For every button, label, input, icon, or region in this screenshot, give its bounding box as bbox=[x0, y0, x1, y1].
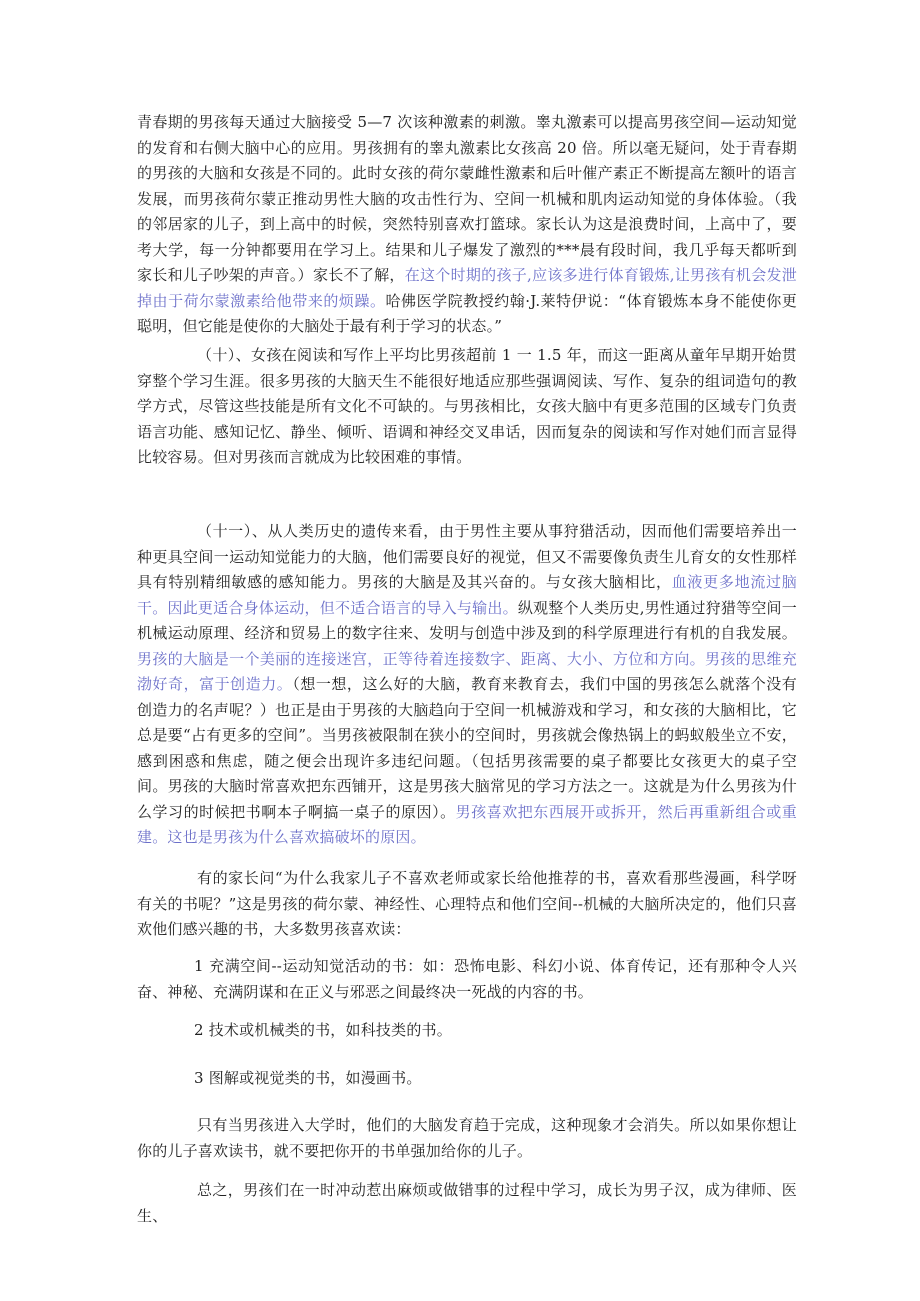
paragraph-university bbox=[137, 1113, 797, 1164]
paragraph-text: 总之，男孩们在一时冲动惹出麻烦或做错事的过程中学习，成长为男子汉，成为律师、医生、 bbox=[137, 1181, 797, 1225]
paragraph-text: （想一想，这么好的大脑，教育来教育去，我们中国的男孩怎么就落个没有创造力的名声呢？）也正是由于男孩的大脑趋向于空间一机械游戏和学习，和女孩的大脑相比，它总是要“占有更多的空间”。当男孩被限制在狭小的空间时，男孩就会像热锅上的蚂蚁般坐立不安，感到困惑和焦虑，随之便会出现许多违纪问题。（包括男孩需要的桌子都要比女孩更大的桌子空间。男孩的大脑时常喜欢把东西铺开，这是男孩大脑常见的学习方法之一。这就是为什么男孩为什么学习的时候把书啊本子啊搞一桌子的原因）。 bbox=[137, 675, 797, 821]
paragraph-conclusion bbox=[137, 1178, 797, 1229]
paragraph-text: （十一）、从人类历史的遗传来看，由于男性主要从事狩猎活动，因而他们需要培养出一种更具空间一运动知觉能力的大脑，他们需要良好的视觉，但又不需要像负责生儿育女的女性那样具有特别精细敏感的感知能力。男孩的大脑是及其兴奋的。与女孩大脑相比， bbox=[137, 522, 797, 591]
list-item-text: 1 充满空间--运动知觉活动的书：如：恐怖电影、科幻小说、体育传记，还有那种令人兴奋、神秘、充满阴谋和在正义与邪恶之间最终决一死战的内容的书。 bbox=[137, 957, 797, 1001]
highlighted-text: 这也是男孩为什么喜欢搞破坏的原因。 bbox=[167, 828, 426, 846]
paragraph-section-11 bbox=[137, 519, 797, 851]
list-item-visual-books bbox=[137, 1066, 797, 1092]
paragraph-text: （十）、女孩在阅读和写作上平均比男孩超前 1 一 1.5 年，而这一距离从童年早期开始贯穿整个学习生涯。很多男孩的大脑天生不能很好地适应那些强调阅读、写作、复杂的组词造句的教学方式，尽管这些技能是所有文化不可缺的。与男孩相比，女孩大脑中有更多范围的区域专门负责语言功能、感知记忆、静坐、倾听、语调和神经交叉串话，因而复杂的阅读和写作对她们而言显得比较容易。但对男孩而言就成为比较困难的事情。 bbox=[137, 346, 797, 466]
list-item-technical-books bbox=[137, 1018, 797, 1044]
paragraph-text: 哈佛医学院教授约翰·J.莱特伊说：“体育锻炼本身不能使你更聪明，但它能是使你的大脑处于最有利于学习的状态。” bbox=[137, 291, 797, 335]
paragraph-parents-question bbox=[137, 866, 797, 943]
paragraph-section-10 bbox=[137, 343, 797, 471]
highlighted-text: 男孩的大脑是一个美丽的连接迷宫，正等待着连接数字、距离、大小、方位和方向。男孩的思维充渤好奇，富于创造力。 bbox=[137, 649, 797, 693]
highlighted-text: 男孩喜欢把东西展开或拆开，然后再重新组合或重建。 bbox=[137, 802, 798, 846]
highlighted-text: 在这个时期的孩子,应该多进行体育锻炼,让男孩有机会发泄掉由于荷尔蒙激素给他带来的烦躁。 bbox=[137, 266, 797, 310]
list-item-text: 3 图解或视觉类的书，如漫画书。 bbox=[194, 1069, 422, 1087]
paragraph-text: 纵观整个人类历史,男性通过狩猎等空间一机械运动原理、经济和贸易上的数字往来、发明与创造中涉及到的科学原理进行有机的自我发展。 bbox=[137, 598, 797, 642]
paragraph-text: 只有当男孩进入大学时，他们的大脑发育趋于完成，这种现象才会消失。所以如果你想让你的儿子喜欢读书，就不要把你开的书单强加给你的儿子。 bbox=[137, 1116, 797, 1160]
list-item-text: 2 技术或机械类的书，如科技类的书。 bbox=[194, 1021, 452, 1039]
list-item-spatial-books bbox=[137, 954, 797, 1005]
paragraph-puberty-hormones bbox=[137, 110, 797, 340]
highlighted-text: 血液更多地流过脑干。因此更适合身体运动，但不适合语言的导入与输出。 bbox=[137, 573, 797, 617]
paragraph-text: 青春期的男孩每天通过大脑接受 5—7 次该种激素的刺激。睾丸激素可以提高男孩空间—运动知觉的发育和右侧大脑中心的应用。男孩拥有的睾丸激素比女孩高 20 倍。所以毫无疑问，处于青春期的男孩的大脑和女孩是不同的。此时女孩的荷尔蒙雌性激素和后叶催产素正不断提高左额叶的语言发展，而男孩荷尔蒙正推动男性大脑的攻击性行为、空间一机械和肌肉运动知觉的身体体验。（我的邻居家的儿子，到上高中的时候，突然特别喜欢打篮球。家长认为这是浪费时间，上高中了，要考大学，每一分钟都要用在学习上。结果和儿子爆发了激烈的***晨有段时间，我几乎每天都听到家长和儿子吵架的声音。）家长不了解， bbox=[137, 113, 797, 284]
paragraph-text: 有的家长问“为什么我家儿子不喜欢老师或家长给他推荐的书，喜欢看那些漫画，科学呀有关的书呢？”这是男孩的荷尔蒙、神经性、心理特点和他们空间--机械的大脑所决定的，他们只喜欢他们感兴趣的书，大多数男孩喜欢读： bbox=[137, 869, 797, 938]
